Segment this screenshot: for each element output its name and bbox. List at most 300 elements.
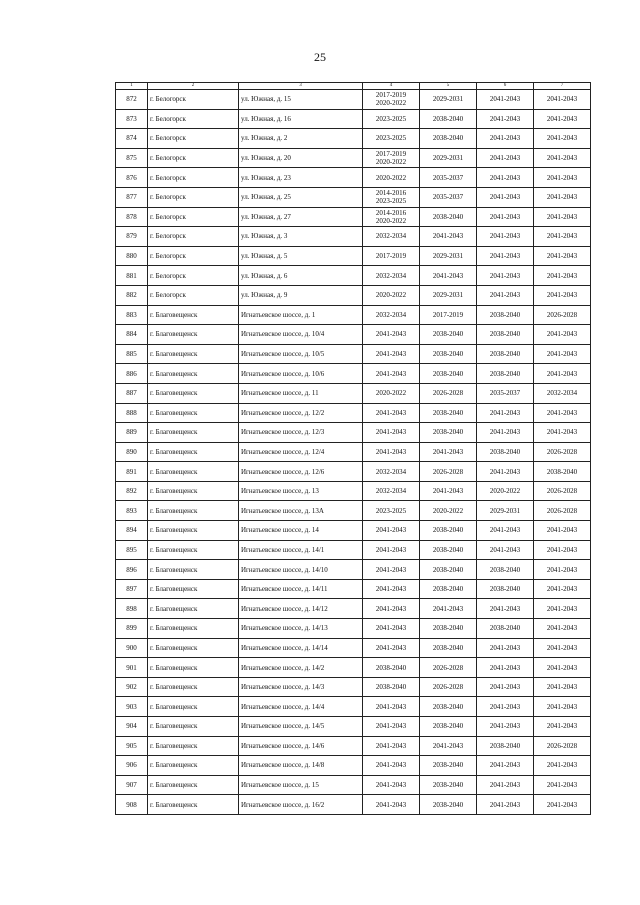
period-col4-cell: 2041-2043	[363, 403, 420, 423]
period-col5-cell: 2038-2040	[420, 638, 477, 658]
period-col6-cell: 2038-2040	[477, 364, 534, 384]
period-col5-cell: 2038-2040	[420, 521, 477, 541]
period-col5-cell: 2041-2043	[420, 481, 477, 501]
table-row	[116, 129, 591, 149]
period-col4-cell: 2041-2043	[363, 521, 420, 541]
column-header: 1	[116, 83, 148, 90]
city-cell: г. Благовещенск	[148, 717, 239, 737]
period-col5-cell: 2026-2028	[420, 383, 477, 403]
address-cell: Игнатьевское шоссе, д. 12/2	[239, 403, 363, 423]
period-col6-cell: 2041-2043	[477, 658, 534, 678]
period-col5-cell: 2038-2040	[420, 775, 477, 795]
period-col6-cell: 2041-2043	[477, 717, 534, 737]
page-number: 25	[314, 50, 326, 64]
city-cell: г. Благовещенск	[148, 560, 239, 580]
table-body	[116, 83, 591, 815]
row-number: 888	[116, 403, 148, 423]
period-col7-cell: 2041-2043	[534, 187, 591, 207]
table-row	[116, 560, 591, 580]
table-row	[116, 795, 591, 815]
row-number: 876	[116, 168, 148, 188]
period-col5-cell: 2038-2040	[420, 560, 477, 580]
city-cell: г. Благовещенск	[148, 677, 239, 697]
period-col5-cell: 2038-2040	[420, 344, 477, 364]
period-col6-cell: 2038-2040	[477, 736, 534, 756]
table-row	[116, 403, 591, 423]
table-row	[116, 207, 591, 227]
period-col5-cell: 2017-2019	[420, 305, 477, 325]
row-number: 894	[116, 521, 148, 541]
row-number: 874	[116, 129, 148, 149]
city-cell: г. Белогорск	[148, 129, 239, 149]
period-col6-cell: 2038-2040	[477, 579, 534, 599]
period-col6-cell: 2038-2040	[477, 305, 534, 325]
table-row	[116, 697, 591, 717]
period-col6-cell: 2041-2043	[477, 129, 534, 149]
period-col7-cell: 2041-2043	[534, 775, 591, 795]
period-col5-cell: 2029-2031	[420, 90, 477, 110]
address-cell: ул. Южная, д. 27	[239, 207, 363, 227]
period-col6-cell: 2041-2043	[477, 677, 534, 697]
period-col4-cell: 2041-2043	[363, 736, 420, 756]
table-row	[116, 423, 591, 443]
address-cell: Игнатьевское шоссе, д. 14/1	[239, 540, 363, 560]
period-col7-cell: 2026-2028	[534, 481, 591, 501]
address-cell: Игнатьевское шоссе, д. 15	[239, 775, 363, 795]
period-col5-cell: 2038-2040	[420, 403, 477, 423]
address-cell: Игнатьевское шоссе, д. 10/4	[239, 325, 363, 345]
period-col4-cell: 2041-2043	[363, 775, 420, 795]
period-col7-cell: 2041-2043	[534, 246, 591, 266]
period-col7-cell: 2041-2043	[534, 129, 591, 149]
row-number: 872	[116, 90, 148, 110]
address-cell: ул. Южная, д. 15	[239, 90, 363, 110]
period-col5-cell: 2038-2040	[420, 579, 477, 599]
table-row	[116, 638, 591, 658]
period-col5-cell: 2026-2028	[420, 677, 477, 697]
table-row	[116, 148, 591, 168]
period-col6-cell: 2041-2043	[477, 638, 534, 658]
address-cell: Игнатьевское шоссе, д. 14/13	[239, 619, 363, 639]
city-cell: г. Благовещенск	[148, 795, 239, 815]
period-col6-cell: 2029-2031	[477, 501, 534, 521]
table-row	[116, 168, 591, 188]
city-cell: г. Благовещенск	[148, 775, 239, 795]
address-cell: Игнатьевское шоссе, д. 14/8	[239, 756, 363, 776]
period-col5-cell: 2041-2043	[420, 266, 477, 286]
row-number: 891	[116, 462, 148, 482]
table-row	[116, 501, 591, 521]
period-col5-cell: 2038-2040	[420, 325, 477, 345]
city-cell: г. Благовещенск	[148, 756, 239, 776]
period-col7-cell: 2041-2043	[534, 697, 591, 717]
period-col4-cell: 2032-2034	[363, 227, 420, 247]
period-col7-cell: 2041-2043	[534, 344, 591, 364]
period-col7-cell: 2026-2028	[534, 305, 591, 325]
row-number: 905	[116, 736, 148, 756]
period-col4-cell: 2032-2034	[363, 266, 420, 286]
period-col4-cell: 2023-2025	[363, 129, 420, 149]
period-col6-cell: 2041-2043	[477, 599, 534, 619]
address-cell: Игнатьевское шоссе, д. 1	[239, 305, 363, 325]
period-col6-cell: 2020-2022	[477, 481, 534, 501]
table-row	[116, 187, 591, 207]
period-col5-cell: 2041-2043	[420, 227, 477, 247]
row-number: 873	[116, 109, 148, 129]
row-number: 899	[116, 619, 148, 639]
city-cell: г. Благовещенск	[148, 579, 239, 599]
period-col7-cell: 2026-2028	[534, 442, 591, 462]
row-number: 875	[116, 148, 148, 168]
row-number: 892	[116, 481, 148, 501]
table-row	[116, 462, 591, 482]
address-cell: Игнатьевское шоссе, д. 14/12	[239, 599, 363, 619]
table-row	[116, 266, 591, 286]
period-col6-cell: 2041-2043	[477, 756, 534, 776]
city-cell: г. Благовещенск	[148, 540, 239, 560]
table-row	[116, 756, 591, 776]
address-cell: Игнатьевское шоссе, д. 12/4	[239, 442, 363, 462]
row-number: 882	[116, 285, 148, 305]
row-number: 887	[116, 383, 148, 403]
period-col4-cell: 2023-2025	[363, 501, 420, 521]
address-cell: Игнатьевское шоссе, д. 14/10	[239, 560, 363, 580]
address-cell: ул. Южная, д. 20	[239, 148, 363, 168]
period-col5-cell: 2041-2043	[420, 736, 477, 756]
row-number: 893	[116, 501, 148, 521]
repair-schedule-table	[115, 82, 591, 815]
period-col6-cell: 2041-2043	[477, 148, 534, 168]
city-cell: г. Благовещенск	[148, 481, 239, 501]
period-col4-cell: 2020-2022	[363, 168, 420, 188]
table-row	[116, 736, 591, 756]
city-cell: г. Благовещенск	[148, 638, 239, 658]
address-cell: ул. Южная, д. 23	[239, 168, 363, 188]
city-cell: г. Благовещенск	[148, 305, 239, 325]
period-col4-cell: 2038-2040	[363, 658, 420, 678]
city-cell: г. Благовещенск	[148, 325, 239, 345]
address-cell: Игнатьевское шоссе, д. 14/11	[239, 579, 363, 599]
period-col7-cell: 2041-2043	[534, 756, 591, 776]
period-col7-cell: 2041-2043	[534, 266, 591, 286]
period-col4-cell: 2041-2043	[363, 579, 420, 599]
period-col7-cell: 2026-2028	[534, 501, 591, 521]
period-col5-cell: 2038-2040	[420, 207, 477, 227]
table-row	[116, 285, 591, 305]
period-col7-cell: 2041-2043	[534, 560, 591, 580]
period-col7-cell: 2032-2034	[534, 383, 591, 403]
address-cell: Игнатьевское шоссе, д. 10/5	[239, 344, 363, 364]
period-col5-cell: 2041-2043	[420, 599, 477, 619]
city-cell: г. Белогорск	[148, 168, 239, 188]
table-row	[116, 227, 591, 247]
column-header: 6	[477, 83, 534, 90]
period-col7-cell: 2041-2043	[534, 285, 591, 305]
address-cell: Игнатьевское шоссе, д. 14	[239, 521, 363, 541]
period-col7-cell: 2041-2043	[534, 207, 591, 227]
period-col6-cell: 2041-2043	[477, 697, 534, 717]
period-col7-cell: 2041-2043	[534, 521, 591, 541]
address-cell: Игнатьевское шоссе, д. 16/2	[239, 795, 363, 815]
table-row	[116, 717, 591, 737]
row-number: 898	[116, 599, 148, 619]
period-col6-cell: 2038-2040	[477, 344, 534, 364]
period-col7-cell: 2041-2043	[534, 423, 591, 443]
period-col5-cell: 2029-2031	[420, 285, 477, 305]
period-col7-cell: 2038-2040	[534, 462, 591, 482]
table-row	[116, 658, 591, 678]
table-row	[116, 442, 591, 462]
period-col6-cell: 2041-2043	[477, 207, 534, 227]
city-cell: г. Благовещенск	[148, 599, 239, 619]
period-col7-cell: 2041-2043	[534, 795, 591, 815]
table-row	[116, 305, 591, 325]
period-col6-cell: 2038-2040	[477, 619, 534, 639]
period-col5-cell: 2029-2031	[420, 148, 477, 168]
period-col6-cell: 2038-2040	[477, 442, 534, 462]
city-cell: г. Белогорск	[148, 207, 239, 227]
city-cell: г. Белогорск	[148, 246, 239, 266]
row-number: 896	[116, 560, 148, 580]
period-col5-cell: 2038-2040	[420, 697, 477, 717]
period-col4-cell: 2041-2043	[363, 540, 420, 560]
city-cell: г. Благовещенск	[148, 344, 239, 364]
table-row	[116, 619, 591, 639]
row-number: 878	[116, 207, 148, 227]
row-number: 880	[116, 246, 148, 266]
period-col5-cell: 2035-2037	[420, 168, 477, 188]
address-cell: ул. Южная, д. 25	[239, 187, 363, 207]
city-cell: г. Белогорск	[148, 266, 239, 286]
table-row	[116, 325, 591, 345]
city-cell: г. Белогорск	[148, 148, 239, 168]
address-cell: ул. Южная, д. 9	[239, 285, 363, 305]
period-col4-cell: 2041-2043	[363, 325, 420, 345]
period-col7-cell: 2041-2043	[534, 90, 591, 110]
row-number: 907	[116, 775, 148, 795]
period-col4-cell: 2032-2034	[363, 305, 420, 325]
period-col6-cell: 2041-2043	[477, 423, 534, 443]
period-col4-cell: 2041-2043	[363, 442, 420, 462]
period-col4-cell: 2041-2043	[363, 423, 420, 443]
table-row	[116, 540, 591, 560]
city-cell: г. Белогорск	[148, 90, 239, 110]
row-number: 897	[116, 579, 148, 599]
period-col6-cell: 2041-2043	[477, 109, 534, 129]
period-col5-cell: 2038-2040	[420, 756, 477, 776]
table-row	[116, 344, 591, 364]
period-col5-cell: 2038-2040	[420, 364, 477, 384]
city-cell: г. Белогорск	[148, 227, 239, 247]
period-col7-cell: 2041-2043	[534, 579, 591, 599]
period-col5-cell: 2038-2040	[420, 423, 477, 443]
city-cell: г. Благовещенск	[148, 423, 239, 443]
period-col4-cell: 2041-2043	[363, 717, 420, 737]
period-col4-cell: 2032-2034	[363, 481, 420, 501]
period-col4-cell: 2014-2016 2023-2025	[363, 187, 420, 207]
period-col5-cell: 2038-2040	[420, 795, 477, 815]
address-cell: Игнатьевское шоссе, д. 12/3	[239, 423, 363, 443]
period-col6-cell: 2041-2043	[477, 187, 534, 207]
period-col7-cell: 2041-2043	[534, 599, 591, 619]
period-col6-cell: 2041-2043	[477, 168, 534, 188]
period-col7-cell: 2041-2043	[534, 148, 591, 168]
period-col5-cell: 2038-2040	[420, 129, 477, 149]
city-cell: г. Благовещенск	[148, 619, 239, 639]
period-col5-cell: 2041-2043	[420, 442, 477, 462]
period-col6-cell: 2041-2043	[477, 462, 534, 482]
city-cell: г. Благовещенск	[148, 697, 239, 717]
column-header: 4	[363, 83, 420, 90]
column-header: 3	[239, 83, 363, 90]
period-col7-cell: 2041-2043	[534, 677, 591, 697]
table-row	[116, 90, 591, 110]
city-cell: г. Благовещенск	[148, 442, 239, 462]
row-number: 877	[116, 187, 148, 207]
row-number: 881	[116, 266, 148, 286]
period-col6-cell: 2041-2043	[477, 540, 534, 560]
period-col4-cell: 2017-2019 2020-2022	[363, 148, 420, 168]
address-cell: Игнатьевское шоссе, д. 11	[239, 383, 363, 403]
address-cell: Игнатьевское шоссе, д. 14/5	[239, 717, 363, 737]
period-col4-cell: 2041-2043	[363, 599, 420, 619]
period-col6-cell: 2041-2043	[477, 227, 534, 247]
city-cell: г. Благовещенск	[148, 403, 239, 423]
table-row	[116, 677, 591, 697]
period-col7-cell: 2041-2043	[534, 658, 591, 678]
period-col7-cell: 2041-2043	[534, 325, 591, 345]
row-number: 889	[116, 423, 148, 443]
row-number: 886	[116, 364, 148, 384]
address-cell: ул. Южная, д. 6	[239, 266, 363, 286]
period-col5-cell: 2035-2037	[420, 187, 477, 207]
table-row	[116, 579, 591, 599]
period-col5-cell: 2029-2031	[420, 246, 477, 266]
city-cell: г. Благовещенск	[148, 364, 239, 384]
address-cell: ул. Южная, д. 2	[239, 129, 363, 149]
period-col5-cell: 2038-2040	[420, 619, 477, 639]
period-col5-cell: 2038-2040	[420, 109, 477, 129]
period-col4-cell: 2041-2043	[363, 344, 420, 364]
period-col6-cell: 2041-2043	[477, 521, 534, 541]
row-number: 885	[116, 344, 148, 364]
row-number: 884	[116, 325, 148, 345]
table-row	[116, 599, 591, 619]
period-col4-cell: 2041-2043	[363, 638, 420, 658]
row-number: 900	[116, 638, 148, 658]
table-row	[116, 481, 591, 501]
table-header-row	[116, 83, 591, 90]
period-col6-cell: 2041-2043	[477, 775, 534, 795]
period-col7-cell: 2041-2043	[534, 540, 591, 560]
table-row	[116, 109, 591, 129]
row-number: 883	[116, 305, 148, 325]
period-col5-cell: 2026-2028	[420, 658, 477, 678]
city-cell: г. Благовещенск	[148, 383, 239, 403]
period-col6-cell: 2041-2043	[477, 795, 534, 815]
row-number: 904	[116, 717, 148, 737]
table-row	[116, 775, 591, 795]
row-number: 901	[116, 658, 148, 678]
period-col7-cell: 2041-2043	[534, 717, 591, 737]
period-col6-cell: 2041-2043	[477, 246, 534, 266]
period-col4-cell: 2041-2043	[363, 619, 420, 639]
table-row	[116, 521, 591, 541]
table-row	[116, 364, 591, 384]
period-col6-cell: 2038-2040	[477, 560, 534, 580]
period-col6-cell: 2041-2043	[477, 266, 534, 286]
period-col4-cell: 2014-2016 2020-2022	[363, 207, 420, 227]
period-col4-cell: 2020-2022	[363, 383, 420, 403]
period-col6-cell: 2035-2037	[477, 383, 534, 403]
column-header: 5	[420, 83, 477, 90]
row-number: 903	[116, 697, 148, 717]
address-cell: Игнатьевское шоссе, д. 14/14	[239, 638, 363, 658]
row-number: 879	[116, 227, 148, 247]
period-col6-cell: 2041-2043	[477, 90, 534, 110]
address-cell: Игнатьевское шоссе, д. 14/2	[239, 658, 363, 678]
city-cell: г. Благовещенск	[148, 658, 239, 678]
address-cell: Игнатьевское шоссе, д. 14/6	[239, 736, 363, 756]
address-cell: Игнатьевское шоссе, д. 14/3	[239, 677, 363, 697]
table-row	[116, 246, 591, 266]
period-col4-cell: 2041-2043	[363, 560, 420, 580]
period-col7-cell: 2041-2043	[534, 227, 591, 247]
address-cell: Игнатьевское шоссе, д. 14/4	[239, 697, 363, 717]
city-cell: г. Белогорск	[148, 187, 239, 207]
row-number: 902	[116, 677, 148, 697]
city-cell: г. Белогорск	[148, 109, 239, 129]
row-number: 895	[116, 540, 148, 560]
period-col7-cell: 2041-2043	[534, 403, 591, 423]
period-col4-cell: 2041-2043	[363, 697, 420, 717]
row-number: 908	[116, 795, 148, 815]
period-col7-cell: 2041-2043	[534, 364, 591, 384]
city-cell: г. Благовещенск	[148, 501, 239, 521]
period-col4-cell: 2017-2019	[363, 246, 420, 266]
address-cell: Игнатьевское шоссе, д. 13А	[239, 501, 363, 521]
table-row	[116, 383, 591, 403]
column-header: 7	[534, 83, 591, 90]
period-col7-cell: 2041-2043	[534, 109, 591, 129]
period-col5-cell: 2038-2040	[420, 717, 477, 737]
city-cell: г. Благовещенск	[148, 462, 239, 482]
period-col5-cell: 2020-2022	[420, 501, 477, 521]
row-number: 890	[116, 442, 148, 462]
period-col4-cell: 2020-2022	[363, 285, 420, 305]
city-cell: г. Белогорск	[148, 285, 239, 305]
period-col7-cell: 2041-2043	[534, 619, 591, 639]
row-number: 906	[116, 756, 148, 776]
period-col7-cell: 2041-2043	[534, 638, 591, 658]
address-cell: Игнатьевское шоссе, д. 13	[239, 481, 363, 501]
address-cell: Игнатьевское шоссе, д. 12/6	[239, 462, 363, 482]
city-cell: г. Благовещенск	[148, 736, 239, 756]
period-col5-cell: 2038-2040	[420, 540, 477, 560]
period-col4-cell: 2041-2043	[363, 795, 420, 815]
period-col4-cell: 2017-2019 2020-2022	[363, 90, 420, 110]
period-col6-cell: 2041-2043	[477, 403, 534, 423]
period-col5-cell: 2026-2028	[420, 462, 477, 482]
period-col7-cell: 2041-2043	[534, 168, 591, 188]
period-col4-cell: 2032-2034	[363, 462, 420, 482]
period-col4-cell: 2023-2025	[363, 109, 420, 129]
address-cell: ул. Южная, д. 5	[239, 246, 363, 266]
column-header: 2	[148, 83, 239, 90]
period-col4-cell: 2038-2040	[363, 677, 420, 697]
address-cell: Игнатьевское шоссе, д. 10/6	[239, 364, 363, 384]
period-col4-cell: 2041-2043	[363, 756, 420, 776]
